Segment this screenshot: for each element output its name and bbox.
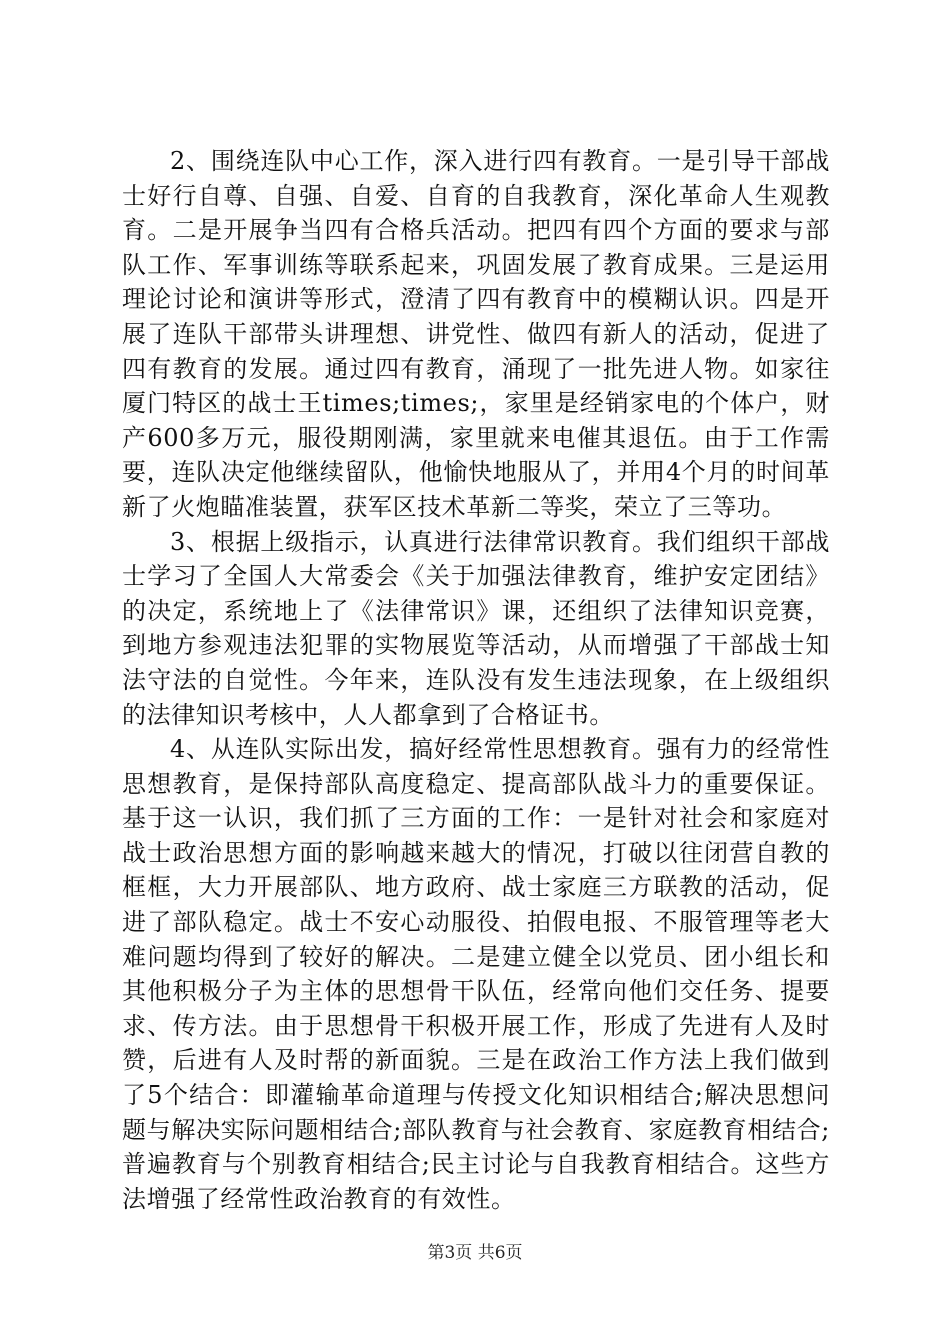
page-number-label: 第3页 共6页	[427, 1243, 523, 1263]
paragraph-item-2: 2、围绕连队中心工作，深入进行四有教育。一是引导干部战士好行自尊、自强、自爱、自育的自我教育，深化革命人生观教育。二是开展争当四有合格兵活动。把四有四个方面的要求与部队工作、军事训练等联系起来，巩固发展了教育成果。三是运用理论讨论和演讲等形式，澄清了四有教育中的模糊认识。四是开展了连队干部带头讲理想、讲党性、做四有新人的活动，促进了四有教育的发展。通过四有教育，涌现了一批先进人物。如家往厦门特区的战士王times;times;，家里是经销家电的个体户，财产600多万元，服役期刚满，家里就来电催其退伍。由于工作需要，连队决定他继续留队，他愉快地服从了，并用4个月的时间革新了火炮瞄准装置，获军区技术革新二等奖，荣立了三等功。	[122, 147, 830, 521]
paragraph-item-3: 3、根据上级指示，认真进行法律常识教育。我们组织干部战士学习了全国人大常委会《关于加强法律教育，维护安定团结》的决定，系统地上了《法律常识》课，还组织了法律知识竞赛，到地方参观违法犯罪的实物展览等活动，从而增强了干部战士知法守法的自觉性。今年来，连队没有发生违法现象，在上级组织的法律知识考核中，人人都拿到了合格证书。	[122, 527, 830, 729]
paragraph-item-4: 4、从连队实际出发，搞好经常性思想教育。强有力的经常性思想教育，是保持部队高度稳定、提高部队战斗力的重要保证。基于这一认识，我们抓了三方面的工作：一是针对社会和家庭对战士政治思想方面的影响越来越大的情况，打破以往闭营自教的框框，大力开展部队、地方政府、战士家庭三方联教的活动，促进了部队稳定。战士不安心动服役、拍假电报、不服管理等老大难问题均得到了较好的解决。二是建立健全以党员、团小组长和其他积极分子为主体的思想骨干队伍，经常向他们交任务、提要求、传方法。由于思想骨干积极开展工作，形成了先进有人及时赞，后进有人及时帮的新面貌。三是在政治工作方法上我们做到了5个结合：即灌输革命道理与传授文化知识相结合;解决思想问题与解决实际问题相结合;部队教育与社会教育、家庭教育相结合;普遍教育与个别教育相结合;民主讨论与自我教育相结合。这些方法增强了经常性政治教育的有效性。	[122, 735, 830, 1213]
document-body	[122, 144, 830, 1216]
page-footer	[0, 1242, 950, 1264]
